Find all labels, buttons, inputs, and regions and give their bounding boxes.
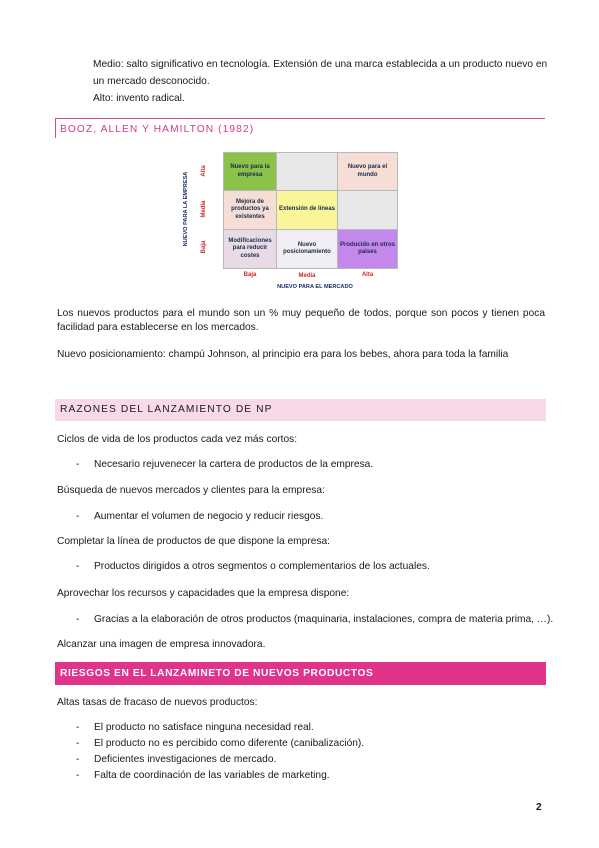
booz-allen-matrix <box>180 150 420 298</box>
dash: - <box>76 511 80 522</box>
matrix-cell-reposicionamiento: Nuevo posicionamiento <box>276 229 338 269</box>
matrix-cell-nuevo-mundo: Nuevo para el mundo <box>337 152 398 191</box>
dash: - <box>76 561 80 572</box>
matrix-y-axis-label: NUEVO PARA LA EMPRESA <box>183 171 189 247</box>
risk-bullet-2: El producto no es percibido como diferente (canibalización). <box>94 738 365 749</box>
section3-title: RIESGOS EN EL LANZAMINETO DE NUEVOS PRODUCTOS <box>60 668 374 679</box>
matrix-row-label-media: Media <box>201 200 207 218</box>
matrix-row-label-baja: Baja <box>201 240 207 254</box>
matrix-x-axis-label: NUEVO PARA EL MERCADO <box>277 284 353 290</box>
matrix-cell-extension: Extensión de líneas <box>276 190 338 230</box>
section1-left-rule <box>55 118 56 138</box>
matrix-col-label-media: Media <box>298 273 316 279</box>
reason-closing: Alcanzar una imagen de empresa innovadora. <box>57 639 266 650</box>
dash: - <box>76 754 80 765</box>
intro-line-2: un mercado desconocido. <box>93 76 210 87</box>
matrix-cell-empty-top <box>276 152 338 191</box>
matrix-cell-nuevo-empresa: Nuevo para la empresa <box>223 152 277 191</box>
section1-title: BOOZ, ALLEN Y HAMILTON (1982) <box>60 124 255 135</box>
matrix-cell-empty-mid <box>337 190 398 230</box>
reason-heading-1: Ciclos de vida de los productos cada vez más cortos: <box>57 434 298 445</box>
matrix-row-label-alta: Alta <box>201 165 207 177</box>
reason-heading-3: Completar la línea de productos de que dispone la empresa: <box>57 536 330 547</box>
paragraph-nuevos-productos: Los nuevos productos para el mundo son un % muy pequeño de todos, porque son pocos y tienen poca facilidad para establecerse en los mercados. <box>57 308 545 333</box>
dash: - <box>76 722 80 733</box>
reason-heading-2: Búsqueda de nuevos mercados y clientes para la empresa: <box>57 485 325 496</box>
section2-title: RAZONES DEL LANZAMIENTO DE NP <box>60 404 273 415</box>
reason-heading-4: Aprovechar los recursos y capacidades que la empresa dispone: <box>57 588 350 599</box>
intro-line-1: Medio: salto significativo en tecnología. Extensión de una marca establecida a un producto nuevo en <box>93 59 548 70</box>
risk-bullet-4: Falta de coordinación de las variables de marketing. <box>94 770 330 781</box>
dash: - <box>76 738 80 749</box>
risk-heading: Altas tasas de fracaso de nuevos productos: <box>57 697 258 708</box>
paragraph-nuevo-posicionamiento: Nuevo posicionamiento: champú Johnson, al principio era para los bebes, ahora para toda la familia <box>57 349 509 360</box>
matrix-cell-mejora: Mejora de productos ya existentes <box>223 190 277 230</box>
reason-bullet-4: Gracias a la elaboración de otros productos (maquinaria, instalaciones, compra de materia prima, …). <box>94 614 554 625</box>
dash: - <box>76 459 80 470</box>
matrix-col-label-baja: Baja <box>243 272 257 278</box>
intro-line-3: Alto: invento radical. <box>93 93 185 104</box>
reason-bullet-1: Necesario rejuvenecer la cartera de productos de la empresa. <box>94 459 374 470</box>
reason-bullet-2: Aumentar el volumen de negocio y reducir riesgos. <box>94 511 324 522</box>
page-number: 2 <box>536 802 542 813</box>
dash: - <box>76 770 80 781</box>
dash: - <box>76 614 80 625</box>
reason-bullet-3: Productos dirigidos a otros segmentos o complementarios de los actuales. <box>94 561 430 572</box>
risk-bullet-3: Deficientes investigaciones de mercado. <box>94 754 277 765</box>
matrix-cell-producido-otros: Producido en otros países <box>337 229 398 269</box>
matrix-cell-modificaciones: Modificaciones para reducir costes <box>223 229 277 269</box>
matrix-col-label-alta: Alta <box>361 272 374 278</box>
risk-bullet-1: El producto no satisface ninguna necesidad real. <box>94 722 314 733</box>
section1-top-rule <box>55 118 545 119</box>
